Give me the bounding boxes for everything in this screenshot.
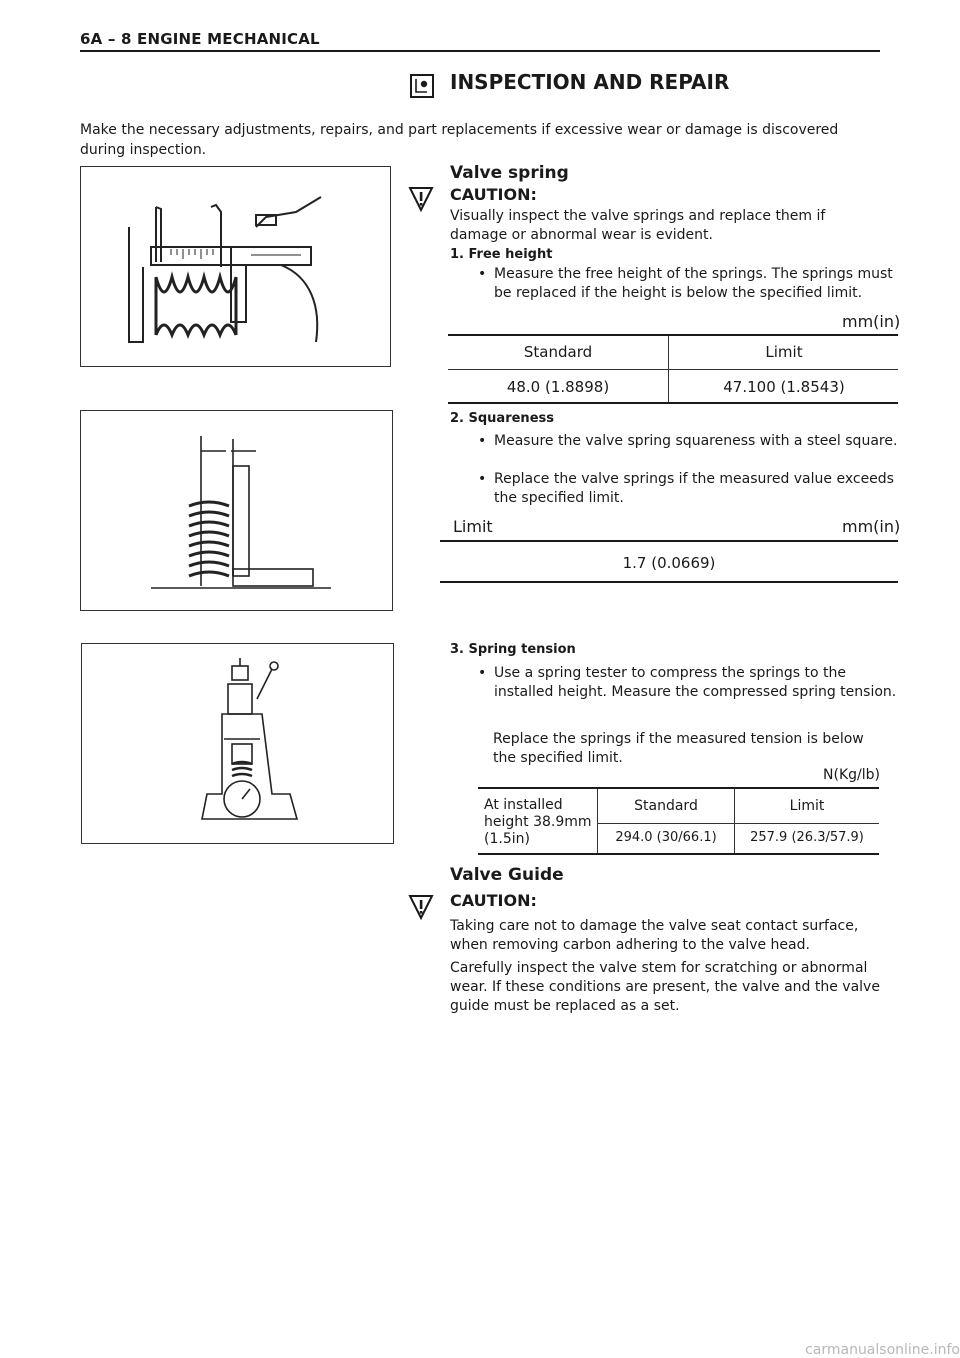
tension-limit-value: 257.9 (26.3/57.9)	[750, 830, 864, 845]
squareness-value: 1.7 (0.0669)	[622, 554, 716, 572]
valve-spring-title: Valve spring	[450, 163, 569, 183]
free-height-header-limit: Limit	[765, 343, 803, 361]
caution-icon	[408, 894, 434, 920]
free-height-header-standard: Standard	[523, 343, 593, 361]
squareness-rule-bottom	[440, 581, 898, 583]
step-free-height: 1. Free height	[450, 247, 553, 262]
spring-tester-illustration	[82, 644, 393, 843]
free-height-unit: mm(in)	[842, 312, 901, 331]
tension-header-standard: Standard	[634, 798, 698, 814]
free-height-bullet: • Measure the free height of the springs. The springs must be replaced if the height is below the specified limit.	[472, 265, 904, 303]
step-spring-tension: 3. Spring tension	[450, 642, 576, 657]
page-header: 6A – 8 ENGINE MECHANICAL	[80, 30, 320, 48]
spring-tension-note: Replace the springs if the measured tension is below the specified limit.	[493, 731, 864, 766]
tension-rule-top	[478, 787, 879, 789]
table-rule-top	[448, 334, 898, 336]
step-squareness: 2. Squareness	[450, 411, 554, 426]
watermark: carmanualsonline.info	[805, 1342, 960, 1358]
table-rule-mid	[448, 369, 898, 370]
spring-tension-unit: N(Kg/lb)	[823, 767, 880, 783]
caution-icon	[408, 186, 434, 212]
caution-text: Visually inspect the valve springs and replace them if damage or abnormal wear is evident.	[450, 208, 826, 243]
valve-guide-caution-text: Taking care not to damage the valve seat contact surface, when removing carbon adhering to the valve head.	[450, 918, 859, 953]
figure-squareness	[80, 410, 393, 611]
inspection-icon	[410, 74, 434, 98]
squareness-rule-top	[440, 540, 898, 542]
intro-text: Make the necessary adjustments, repairs, and part replacements if excessive wear or damage is discovered during inspection.	[80, 122, 839, 158]
squareness-bullet-2: • Replace the valve springs if the measured value exceeds the specified limit.	[472, 470, 904, 508]
squareness-unit: mm(in)	[842, 517, 901, 536]
squareness-limit-label: Limit	[453, 517, 493, 536]
header-rule	[80, 50, 880, 52]
table-rule-bottom	[448, 402, 898, 404]
caution-label: CAUTION:	[450, 185, 537, 204]
free-height-standard-value: 48.0 (1.8898)	[506, 378, 610, 396]
tension-standard-value: 294.0 (30/66.1)	[615, 830, 717, 845]
figure-free-height	[80, 166, 391, 367]
tension-row-label: At installed height 38.9mm (1.5in)	[484, 797, 592, 847]
spring-tension-bullet: • Use a spring tester to compress the springs to the installed height. Measure the compressed spring tension.	[472, 664, 904, 702]
tension-rule-mid	[597, 823, 879, 824]
tension-rule-bottom	[478, 853, 879, 855]
valve-guide-caution-label: CAUTION:	[450, 891, 537, 910]
valve-guide-title: Valve Guide	[450, 865, 564, 885]
table-divider	[668, 336, 669, 404]
section-title: INSPECTION AND REPAIR	[450, 70, 730, 94]
squareness-illustration	[81, 411, 392, 610]
figure-spring-tension	[81, 643, 394, 844]
caliper-illustration	[81, 167, 390, 366]
squareness-bullet-1: • Measure the valve spring squareness with a steel square.	[472, 432, 904, 451]
free-height-limit-value: 47.100 (1.8543)	[723, 378, 845, 396]
valve-guide-body: Carefully inspect the valve stem for scratching or abnormal wear. If these conditions are present, the valve and the valve guide must be replaced as a set.	[450, 960, 880, 1014]
tension-header-limit: Limit	[789, 798, 825, 814]
